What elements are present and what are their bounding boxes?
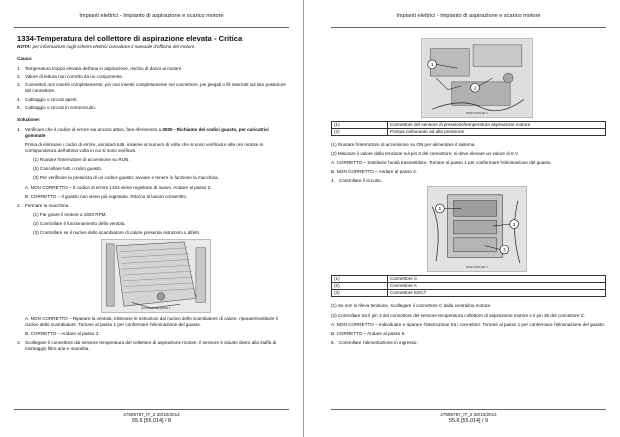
page-body: [331, 36, 606, 348]
cause-item: [17, 82, 291, 94]
step-text-part: .: [45, 132, 47, 138]
figure-code: BS97V100-00 3: [466, 265, 488, 270]
page-footer: [0, 412, 303, 424]
cause-text: Cablaggio o circuiti aperti.: [25, 96, 78, 102]
page-body: [17, 34, 291, 355]
callout-1: 1: [430, 63, 434, 69]
sensor-location-figure: [421, 38, 533, 118]
cause-number: 3.: [17, 82, 21, 88]
substep: (2) Controllare tra il pin 3 del connettore del sensore temperatura collettore di aspirazione motore e il pin 36 del connettore C.: [331, 312, 586, 318]
cause-text: Cablaggio o circuiti in cortocircuito.: [25, 104, 96, 110]
legend-key: (2): [332, 129, 388, 136]
page-left: [0, 0, 303, 437]
callout-2: 2: [512, 223, 516, 229]
outcome-correct: B. CORRETTO – Andare al passo 3.: [25, 331, 100, 337]
note: [17, 44, 291, 50]
cause-number: 1.: [17, 66, 21, 72]
figure-legend-table: [331, 121, 606, 136]
cause-text: Temperatura troppo elevata dell'aria in aspirazione, rischio di danni al motore.: [25, 66, 183, 72]
legend-value: Connettore A: [388, 283, 606, 290]
outcome-not-correct: A. NON CORRETTO – Individuare e riparare l'interruzione tra i connettori. Tornare al passo 1 per confermare l'eliminazione del guasto.: [331, 321, 606, 327]
page-footer: [317, 412, 620, 424]
heat-exchanger-figure: [101, 239, 211, 313]
legend-key: (3): [332, 290, 388, 297]
substep: (3) Per verificare la presenza di un codice guasto: avviare e tenere in funzione la macchina.: [33, 175, 219, 181]
page-number: 55.6 [55.014] / 9: [449, 418, 488, 424]
cause-text: Valore di lettura non corretto da un componente.: [25, 74, 124, 80]
document-code: 47595787_IT_2 28/10/2014: [123, 412, 180, 417]
legend-row: [332, 129, 606, 136]
substep: (1) Far girare il motore a 1500 RPM.: [33, 211, 107, 217]
ecu-illustration: [428, 187, 526, 271]
substep: (2) Cancellare tutti i codici guasto.: [33, 166, 103, 172]
cause-item: [17, 66, 291, 72]
legend-key: (1): [332, 276, 388, 283]
page-right: [317, 0, 620, 437]
substep: (1) Se non si rileva tensione, scollegare il connettore C dalla centralina motore.: [331, 303, 492, 309]
engine-bay-illustration: [422, 39, 532, 117]
substep: (1) Ruotare l'interruttore di accensione su RUN.: [33, 157, 130, 163]
footer-divider: [14, 409, 289, 410]
outcome-correct: B. CORRETTO – Il guasto non viene più registrato. Ritorno al lavoro consentito.: [25, 193, 188, 199]
solution-heading: Soluzione:: [17, 116, 41, 122]
legend-row: [332, 290, 606, 297]
document-code: 47595787_IT_2 28/10/2014: [440, 412, 497, 417]
cause-number: 4.: [17, 96, 21, 102]
legend-value: Connettore EDC7: [388, 290, 606, 297]
solution-step-1: [17, 127, 291, 200]
figure-code: BS97V100-00 2: [466, 110, 488, 115]
page-gutter: [303, 0, 317, 437]
page-title: 1334-Temperatura del collettore di aspirazione elevata - Critica: [17, 34, 243, 43]
step-number: 5.: [331, 339, 335, 345]
solution-step-5: [331, 340, 606, 346]
step-text: Fermare la macchina.: [25, 202, 70, 208]
cause-item: [17, 97, 291, 103]
page-header: Impianti elettrici - Impianto di aspirazione e scarico motore: [396, 13, 541, 19]
cause-heading: Causa:: [17, 56, 33, 62]
step-text: Scollegare il connettore dal sensore temperatura del collettore di aspirazione motore. Il sensore è situato dietro alla staffa di montaggio filtro aria e marmitta.: [25, 340, 277, 352]
page-header: Impianti elettrici - Impianto di aspirazione e scarico motore: [79, 13, 224, 19]
outcome-not-correct: B. NON CORRETTO – Andare al passo 4.: [331, 169, 417, 175]
solution-step-3: [17, 340, 291, 352]
legend-value: Pompa carburante ad alta pressione: [388, 129, 606, 136]
heat-exchanger-illustration: [102, 240, 210, 312]
legend-row: [332, 276, 606, 283]
header-divider: [331, 27, 606, 28]
legend-value: Connettore del sensore di pressione/temperatura aspirazione motore: [388, 122, 606, 129]
legend-row: [332, 283, 606, 290]
legend-key: (1): [332, 122, 388, 129]
outcome-not-correct: A. NON CORRETTO – Il codice di errore 1334 viene registrato di nuovo. Andare al passo 2.: [25, 184, 212, 190]
step-paragraph: Prima di eliminare i codici di errore, annotarli tutti, insieme al numero di volte che si sono verificati e alle ore motore in corrispondenza dell'ultima volta in cui si sono verificati.: [25, 142, 264, 154]
figure-legend-table: [331, 275, 606, 297]
figure-code: RCPH21WEL00000 1: [141, 305, 171, 310]
cause-number: 5.: [17, 104, 21, 110]
substep: (3) Controllare se il nucleo dello scambiatore di calore presenta ostruzioni o difetti.: [33, 229, 200, 235]
legend-key: (2): [332, 283, 388, 290]
solution-step-2: [17, 203, 291, 236]
callout-2: 2: [473, 86, 477, 92]
step-text-part: Verificare che il codice di errore sia ancora attivo, fare riferimento a: [25, 126, 163, 132]
step-number: 1.: [17, 126, 21, 132]
cause-item: [17, 74, 291, 80]
callout-3: 3: [502, 248, 506, 254]
footer-divider: [331, 409, 606, 410]
step-number: 2.: [17, 202, 21, 208]
outcome-not-correct: A. NON CORRETTO – Riparare la ventola, eliminare le ostruzioni dal nucleo dello scambiatore di calore, riparare/sostituire il nucleo dello scambiatore. Tornare al passo 1 per confermare l'eliminazione del guasto.: [25, 316, 278, 328]
substep: (1) Ruotare l'interruttore di accensione su ON per alimentare il sistema.: [331, 142, 476, 147]
step-number: 3.: [17, 340, 21, 346]
cause-text: Connettori non inseriti completamente, pin non inseriti completamente nel connettore, pin piegati o fili interrotti sul lato posteriore del connettore.: [25, 82, 286, 94]
solution-step-4: [331, 178, 606, 184]
cause-item: [17, 105, 291, 111]
page-number: 55.6 [55.014] / 8: [132, 418, 171, 424]
step-text: Controllare l'alimentazione in ingresso.: [339, 339, 418, 345]
legend-row: [332, 122, 606, 129]
substep: (2) Controllare il funzionamento della ventola.: [33, 220, 126, 226]
step-number: 4.: [331, 178, 335, 184]
outcome-correct: A. CORRETTO – Sostituire l'unità trasmettitore. Tornare al passo 1 per confermare l'eliminazione del guasto.: [331, 160, 552, 166]
cause-list: [17, 66, 291, 111]
cause-number: 2.: [17, 74, 21, 80]
step-text: [25, 127, 291, 139]
callout-1: 1: [438, 207, 442, 213]
substep: (2) Misurare il valore della tensione sul pin 3 del connettore; si deve rilevare un valore di 5 V.: [331, 151, 519, 157]
step-text: Controllare il circuito.: [339, 178, 382, 184]
outcome-correct: B. CORRETTO – Andare al passo 5.: [331, 330, 406, 336]
note-text: per informazioni sugli schemi elettrici consultare il manuale d'officina del motore.: [31, 44, 196, 49]
legend-value: Connettore C: [388, 276, 606, 283]
header-divider: [14, 27, 289, 28]
note-label: NOTA:: [17, 44, 32, 49]
ecu-connector-figure: [427, 186, 527, 272]
manual-reference-link[interactable]: 0000 - Richiamo dei codici guasto, per caricatrici gommate: [25, 126, 269, 138]
